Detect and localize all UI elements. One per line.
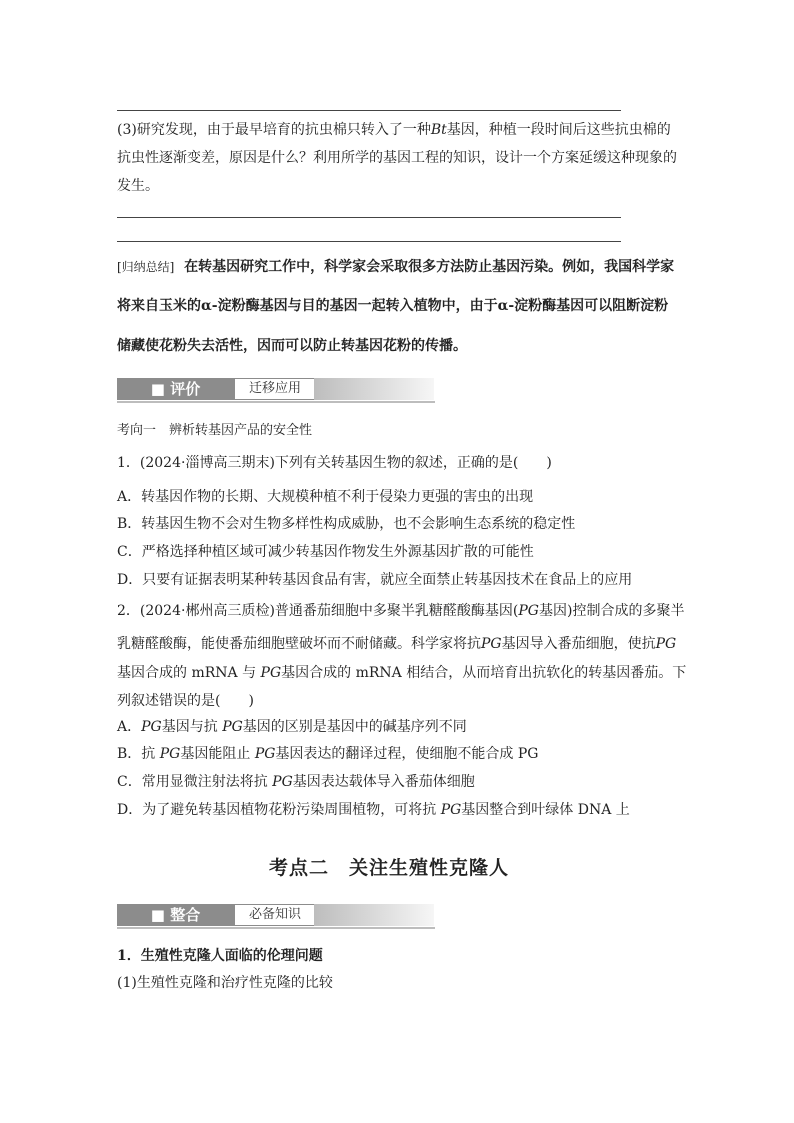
q2-line-2: 乳糖醛酸酶，能使番茄细胞壁破坏而不耐储藏。科学家将抗PG基因导入番茄细胞，使抗PG — [117, 636, 677, 652]
q3-line-1: (3)研究发现，由于最早培育的抗虫棉只转入了一种Bt基因，种植一段时间后这些抗虫棉的 — [117, 122, 671, 138]
band-fade — [314, 904, 434, 926]
direction-heading: 考向一 辨析转基因产品的安全性 — [117, 423, 313, 438]
band-label-evaluate: ■ 评价 — [117, 378, 234, 400]
band-underline — [117, 401, 435, 403]
q2-option-b: B．抗 PG基因能阻止 PG基因表达的翻译过程，使细胞不能合成 PG — [117, 746, 539, 762]
q3-line-3: 发生。 — [117, 178, 159, 194]
section-band-evaluate — [117, 378, 435, 400]
summary-line-1: [归纳总结] 在转基因研究工作中，科学家会采取很多方法防止基因污染。例如，我国科学家 — [117, 259, 675, 275]
answer-line — [117, 241, 621, 242]
topic-subheading: (1)生殖性克隆和治疗性克隆的比较 — [117, 975, 333, 991]
answer-line — [117, 217, 621, 218]
summary-line-3: 储藏使花粉失去活性，因而可以防止转基因花粉的传播。 — [117, 338, 467, 354]
band-underline — [117, 927, 435, 929]
q2-option-c: C．常用显微注射法将抗 PG基因表达载体导入番茄体细胞 — [117, 774, 475, 790]
q1-option-d: D．只要有证据表明某种转基因食品有害，就应全面禁止转基因技术在食品上的应用 — [117, 572, 633, 588]
q2-option-a: A．PG基因与抗 PG基因的区别是基因中的碱基序列不同 — [117, 719, 467, 735]
section-title: 考点二 关注生殖性克隆人 — [269, 857, 510, 879]
q2-line-1: 2．(2024·郴州高三质检)普通番茄细胞中多聚半乳糖醛酸酶基因(PG基因)控制合成的多聚半 — [117, 603, 685, 619]
section-band-integrate — [117, 904, 435, 926]
summary-line-2: 将来自玉米的α-淀粉酶基因与目的基因一起转入植物中，由于α-淀粉酶基因可以阻断淀粉 — [117, 298, 669, 314]
q1-option-a: A．转基因作物的长期、大规模种植不利于侵染力更强的害虫的出现 — [117, 489, 534, 505]
q1-option-b: B．转基因生物不会对生物多样性构成威胁，也不会影响生态系统的稳定性 — [117, 516, 576, 532]
summary-tag: [归纳总结] — [117, 260, 175, 274]
q3-line-2: 抗虫性逐渐变差，原因是什么？利用所学的基因工程的知识，设计一个方案延缓这种现象的 — [117, 150, 677, 166]
q2-option-d: D．为了避免转基因植物花粉污染周围植物，可将抗 PG基因整合到叶绿体 DNA 上 — [117, 802, 630, 818]
band-sublabel-transfer: 迁移应用 — [234, 378, 316, 400]
band-sublabel-knowledge: 必备知识 — [234, 904, 316, 926]
q1-option-c: C．严格选择种植区域可减少转基因作物发生外源基因扩散的可能性 — [117, 544, 534, 560]
q2-line-4: 列叙述错误的是( ) — [117, 693, 254, 709]
answer-line — [117, 110, 621, 111]
topic-heading: 1．生殖性克隆人面临的伦理问题 — [117, 948, 323, 964]
band-label-integrate: ■ 整合 — [117, 904, 234, 926]
q2-line-3: 基因合成的 mRNA 与 PG基因合成的 mRNA 相结合，从而培育出抗软化的转基因番茄。下 — [117, 665, 687, 681]
q1-stem: 1．(2024·淄博高三期末)下列有关转基因生物的叙述，正确的是( ) — [117, 455, 552, 471]
band-fade — [314, 378, 434, 400]
